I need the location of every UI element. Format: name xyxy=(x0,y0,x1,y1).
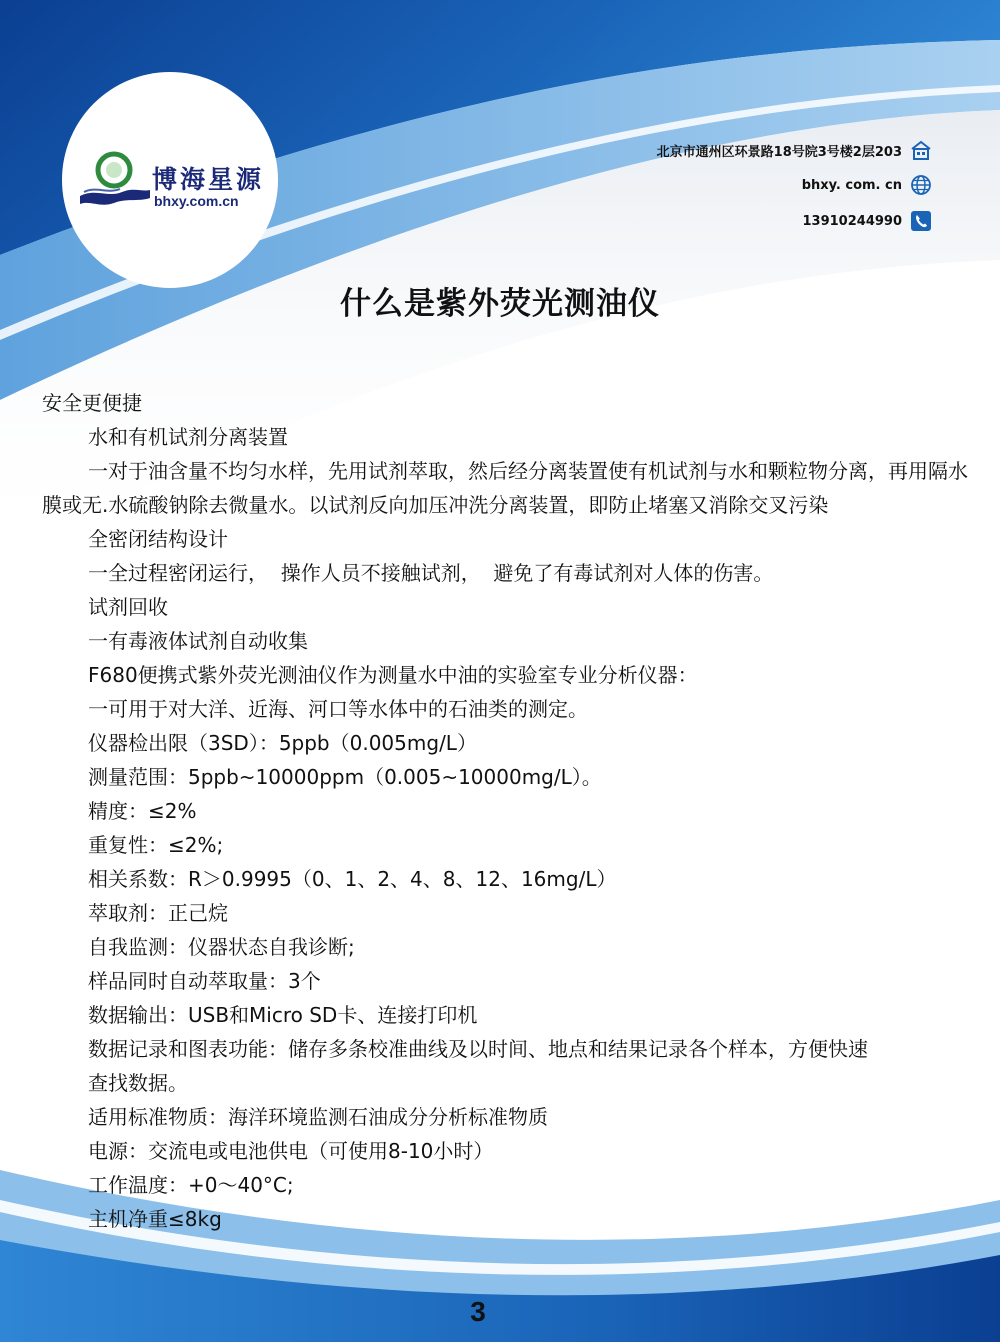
spec-line: 主机净重≤8kg xyxy=(88,1207,222,1231)
paragraph: 一可用于对大洋、近海、河口等水体中的石油类的测定。 xyxy=(88,697,588,721)
spec-line: 精度：≤2% xyxy=(88,799,197,823)
spec-line: 重复性：≤2%; xyxy=(88,833,224,857)
globe-icon xyxy=(910,174,932,196)
spec-line: 查找数据。 xyxy=(88,1071,188,1095)
article-body xyxy=(42,386,977,1236)
spec-line: 自我监测：仪器状态自我诊断; xyxy=(88,935,355,959)
paragraph: 一全过程密闭运行， 操作人员不接触试剂， 避免了有毒试剂对人体的伤害。 xyxy=(88,561,774,585)
subheading: 水和有机试剂分离装置 xyxy=(88,425,288,449)
contact-phone xyxy=(803,209,933,233)
spec-line: 数据记录和图表功能：储存多条校准曲线及以时间、地点和结果记录各个样本，方便快速 xyxy=(88,1037,868,1061)
subheading: 全密闭结构设计 xyxy=(88,527,228,551)
subheading: 试剂回收 xyxy=(88,595,168,619)
spec-line: 萃取剂：正己烷 xyxy=(88,901,228,925)
website-text[interactable]: bhxy. com. cn xyxy=(801,177,902,193)
spec-line: 数据输出：USB和Micro SD卡、连接打印机 xyxy=(88,1003,478,1027)
section-heading: 安全更便捷 xyxy=(42,391,142,415)
contact-address xyxy=(657,138,932,162)
spec-line: 样品同时自动萃取量：3个 xyxy=(88,969,321,993)
phone-text: 13910244990 xyxy=(802,213,902,229)
page-title: 什么是紫外荧光测油仪 xyxy=(340,286,660,322)
spec-line: 电源：交流电或电池供电（可使用8-10小时） xyxy=(88,1139,494,1163)
spec-line: 相关系数：R＞0.9995（0、1、2、4、8、12、16mg/L） xyxy=(88,867,617,891)
spec-line: 工作温度：+0～40°C; xyxy=(88,1173,294,1197)
phone-icon xyxy=(910,210,932,232)
spec-line: 仪器检出限（3SD）：5ppb（0.005mg/L） xyxy=(88,731,477,755)
page-number: 3 xyxy=(470,1296,486,1327)
logo-globe-icon xyxy=(78,148,150,210)
contact-website xyxy=(802,173,932,197)
address-text: 北京市通州区环景路18号院3号楼2层203 xyxy=(656,144,902,160)
spec-line: 适用标准物质：海洋环境监测石油成分分析标准物质 xyxy=(88,1105,548,1129)
building-icon xyxy=(910,139,932,161)
company-logo xyxy=(78,148,298,218)
logo-url: bhxy.com.cn xyxy=(154,193,239,209)
paragraph: F680便携式紫外荧光测油仪作为测量水中油的实验室专业分析仪器： xyxy=(88,663,698,687)
paragraph: 一对于油含量不均匀水样，先用试剂萃取，然后经分离装置使有机试剂与水和颗粒物分离，再用隔水膜或无.水硫酸钠除去微量水。以试剂反向加压冲洗分离装置，即防止堵塞又消除交叉污染 xyxy=(42,459,968,517)
logo-name: 博海星源 xyxy=(152,165,265,194)
paragraph: 一有毒液体试剂自动收集 xyxy=(88,629,308,653)
spec-line: 测量范围：5ppb~10000ppm（0.005~10000mg/L）。 xyxy=(88,765,602,789)
